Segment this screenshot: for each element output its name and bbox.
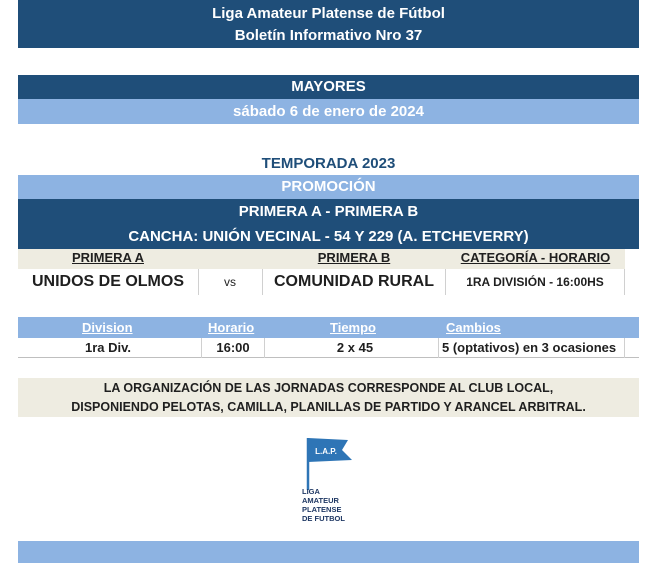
category-time-value: 1RA DIVISIÓN - 16:00HS xyxy=(466,275,604,289)
season-title: TEMPORADA 2023 xyxy=(261,155,396,172)
league-logo xyxy=(286,430,372,530)
details-header-row xyxy=(18,317,639,338)
flag-icon xyxy=(286,430,372,530)
divider xyxy=(624,269,625,295)
substitutions-value: 5 (optativos) en 3 ocasiones xyxy=(442,340,617,355)
away-team: COMUNIDAD RURAL xyxy=(274,273,434,290)
match-table xyxy=(18,249,639,297)
home-team: UNIDOS DE OLMOS xyxy=(31,273,184,290)
logo-line-3: PLATENSE xyxy=(302,505,342,514)
league-title: Liga Amateur Platense de Fútbol xyxy=(212,5,445,22)
category-title: MAYORES xyxy=(18,75,639,99)
logo-line-4: DE FUTBOL xyxy=(302,514,345,523)
divider xyxy=(624,338,625,358)
category-time-header: CATEGORÍA - HORARIO xyxy=(460,250,611,265)
divider xyxy=(438,338,439,358)
versus-label: vs xyxy=(224,275,236,289)
duration-column-header: Tiempo xyxy=(330,320,376,335)
division-column-header: Division xyxy=(82,320,133,335)
divisions-title: PRIMERA A - PRIMERA B xyxy=(18,199,639,225)
bulletin-number: Boletín Informativo Nro 37 xyxy=(234,27,423,44)
organization-line-1: LA ORGANIZACIÓN DE LAS JORNADAS CORRESPONDE AL CLUB LOCAL, xyxy=(103,381,554,395)
organization-notice xyxy=(18,378,639,417)
logo-line-1: LIGA xyxy=(302,487,320,496)
home-division-header: PRIMERA A xyxy=(72,250,144,265)
bulletin-header xyxy=(18,0,639,48)
logo-line-2: AMATEUR xyxy=(302,496,339,505)
divider xyxy=(264,338,265,358)
details-data-row xyxy=(18,338,639,358)
division-value: 1ra Div. xyxy=(84,340,131,355)
flag-text: L.A.P. xyxy=(315,447,337,456)
divider xyxy=(201,338,202,358)
time-value: 16:00 xyxy=(216,340,250,355)
substitutions-column-header: Cambios xyxy=(446,320,501,335)
time-column-header: Horario xyxy=(208,320,255,335)
footer-bar xyxy=(18,541,639,563)
away-division-header: PRIMERA B xyxy=(317,250,391,265)
match-date: sábado 6 de enero de 2024 xyxy=(18,99,639,124)
venue-title: CANCHA: UNIÓN VECINAL - 54 Y 229 (A. ETCHEVERRY) xyxy=(18,225,639,249)
section-title: PROMOCIÓN xyxy=(18,175,639,199)
duration-value: 2 x 45 xyxy=(336,340,374,355)
organization-line-2: DISPONIENDO PELOTAS, CAMILLA, PLANILLAS DE PARTIDO Y ARANCEL ARBITRAL. xyxy=(71,400,586,414)
